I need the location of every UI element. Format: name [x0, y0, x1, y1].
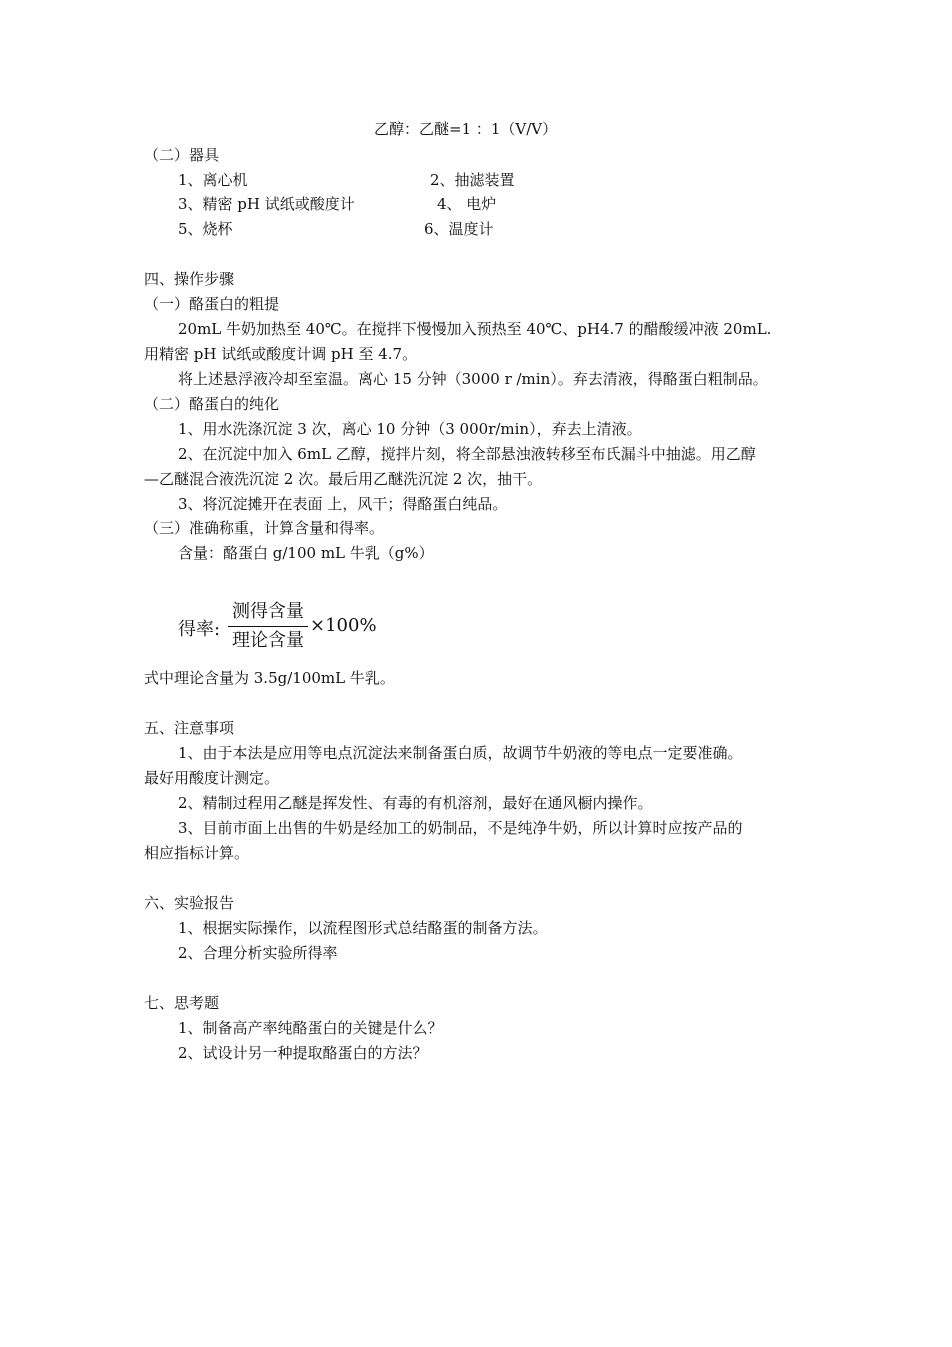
equipment-item: 6、温度计 [424, 220, 494, 238]
paragraph-line: 最好用酸度计测定。 [144, 769, 280, 787]
fraction-bar [228, 626, 308, 627]
equipment-item: 5、烧杯 [178, 220, 233, 238]
paragraph-line: 3、将沉淀摊开在表面 上，风干；得酪蛋白纯品。 [178, 495, 508, 513]
paragraph-line: 1、根据实际操作，以流程图形式总结酪蛋的制备方法。 [178, 919, 548, 937]
yield-factor: ×100% [310, 615, 377, 636]
paragraph-line: 2、合理分析实验所得率 [178, 944, 338, 962]
paragraph-line: 20mL 牛奶加热至 40℃。在搅拌下慢慢加入预热至 40℃、pH4.7 的醋酸缓冲液 20mL. [178, 320, 772, 338]
equipment-item: 3、精密 pH 试纸或酸度计 [178, 195, 355, 213]
paragraph-line: —乙醚混合液洗沉淀 2 次。最后用乙醚洗沉淀 2 次，抽干。 [144, 470, 543, 488]
paragraph-line: 3、目前市面上出售的牛奶是经加工的奶制品，不是纯净牛奶，所以计算时应按产品的 [178, 819, 743, 837]
yield-denominator: 理论含量 [232, 630, 304, 651]
equipment-heading: （二）器具 [144, 146, 220, 164]
yield-fraction [228, 600, 308, 653]
paragraph-line: 1、用水洗涤沉淀 3 次，离心 10 分钟（3 000r/min），弃去上清液。 [178, 420, 642, 438]
section-heading: 五、注意事项 [144, 719, 235, 737]
solvent-ratio: 乙醇：乙醚=1 ：1（V/V） [374, 120, 558, 138]
section-heading: 七、思考题 [144, 994, 220, 1012]
paragraph-line: 1、由于本法是应用等电点沉淀法来制备蛋白质，故调节牛奶液的等电点一定要准确。 [178, 744, 743, 762]
equipment-item: 1、离心机 [178, 171, 248, 189]
subsection-heading: （二）酪蛋白的纯化 [144, 395, 280, 413]
paragraph-line: 用精密 pH 试纸或酸度计调 pH 至 4.7。 [144, 345, 418, 363]
equipment-item: 4、 电炉 [437, 195, 497, 213]
equipment-item: 2、抽滤装置 [430, 171, 515, 189]
paragraph-line: 2、在沉淀中加入 6mL 乙醇，搅拌片刻，将全部悬浊液转移至布氏漏斗中抽滤。用乙醇 [178, 445, 756, 463]
subsection-heading: （一）酪蛋白的粗提 [144, 295, 280, 313]
paragraph-line: 将上述悬浮液冷却至室温。离心 15 分钟（3000 r /min）。弃去清液，得酪蛋白粗制品。 [178, 370, 768, 388]
paragraph-line: 1、制备高产率纯酪蛋白的关键是什么？ [178, 1019, 443, 1037]
yield-numerator: 测得含量 [232, 601, 304, 622]
subsection-heading: （三）准确称重，计算含量和得率。 [144, 519, 385, 537]
paragraph-line: 相应指标计算。 [144, 844, 250, 862]
section-heading: 四、操作步骤 [144, 270, 235, 288]
paragraph-line: 2、精制过程用乙醚是挥发性、有毒的有机溶剂，最好在通风橱内操作。 [178, 794, 653, 812]
paragraph-line: 2、试设计另一种提取酪蛋白的方法？ [178, 1044, 428, 1062]
section-heading: 六、实验报告 [144, 894, 235, 912]
paragraph-line: 式中理论含量为 3.5g/100mL 牛乳。 [144, 669, 395, 687]
yield-label: 得率: [178, 619, 221, 640]
paragraph-line: 含量：酪蛋白 g/100 mL 牛乳（g%） [178, 544, 434, 562]
